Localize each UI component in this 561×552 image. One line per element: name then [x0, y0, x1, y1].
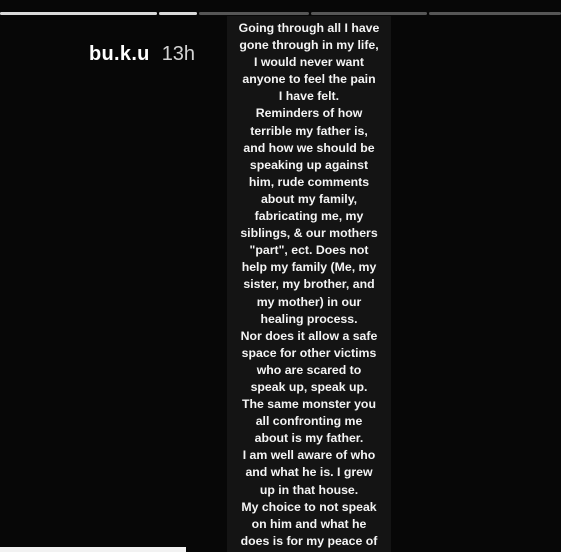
- story-text-line: him, rude comments: [248, 174, 370, 189]
- story-text-line: sister, my brother, and: [243, 277, 375, 292]
- progress-segment-fill: [159, 12, 197, 15]
- story-text-line: who are scared to: [256, 362, 362, 377]
- progress-segment: [429, 12, 561, 15]
- story-text-line: Reminders of how: [255, 106, 363, 121]
- story-progress-bar: [0, 12, 561, 15]
- story-text-line: about my family,: [260, 191, 358, 206]
- story-text-line: speaking up against: [249, 157, 369, 172]
- story-text-line: help my family (Me, my: [241, 260, 377, 275]
- story-text-line: on him and what he: [251, 516, 367, 531]
- story-text-line: does is for my peace of: [240, 533, 378, 548]
- story-text-line: terrible my father is,: [250, 123, 368, 138]
- story-text-line: my mother) in our: [256, 294, 362, 309]
- story-text-line: siblings, & our mothers: [240, 226, 378, 241]
- story-text-line: Nor does it allow a safe: [240, 328, 378, 343]
- story-text-line: anyone to feel the pain: [242, 72, 376, 87]
- story-text-line: speak up, speak up.: [250, 379, 368, 394]
- story-text-line: and how we should be: [243, 140, 375, 155]
- story-text-line: and what he is. I grew: [245, 465, 373, 480]
- progress-segment: [311, 12, 427, 15]
- story-text-line: "part", ect. Does not: [249, 243, 369, 258]
- story-text-line: My choice to not speak: [241, 499, 377, 514]
- story-text-line: healing process.: [260, 311, 358, 326]
- story-text-line: I would never want: [253, 55, 364, 70]
- progress-segment-fill: [0, 12, 157, 15]
- story-text-line: all confronting me: [255, 414, 363, 429]
- progress-segment: [159, 12, 197, 15]
- story-username[interactable]: bu.k.u: [89, 43, 150, 65]
- bottom-home-indicator: [0, 547, 186, 552]
- story-text-line: space for other victims: [241, 345, 377, 360]
- story-text-block: [227, 20, 391, 550]
- story-text-line: I am well aware of who: [242, 448, 376, 463]
- story-header: [89, 43, 195, 71]
- progress-segment: [199, 12, 309, 15]
- story-text-line: gone through in my life,: [239, 38, 379, 53]
- story-text-line: Going through all I have: [238, 21, 380, 35]
- story-text-line: The same monster you: [242, 397, 376, 412]
- story-timestamp: 13h: [161, 43, 196, 65]
- story-text-line: about is my father.: [254, 431, 364, 446]
- story-text-line: fabricating me, my: [254, 209, 364, 224]
- story-text-line: up in that house.: [259, 482, 359, 497]
- progress-segment: [0, 12, 157, 15]
- story-text-line: I have felt.: [278, 89, 340, 104]
